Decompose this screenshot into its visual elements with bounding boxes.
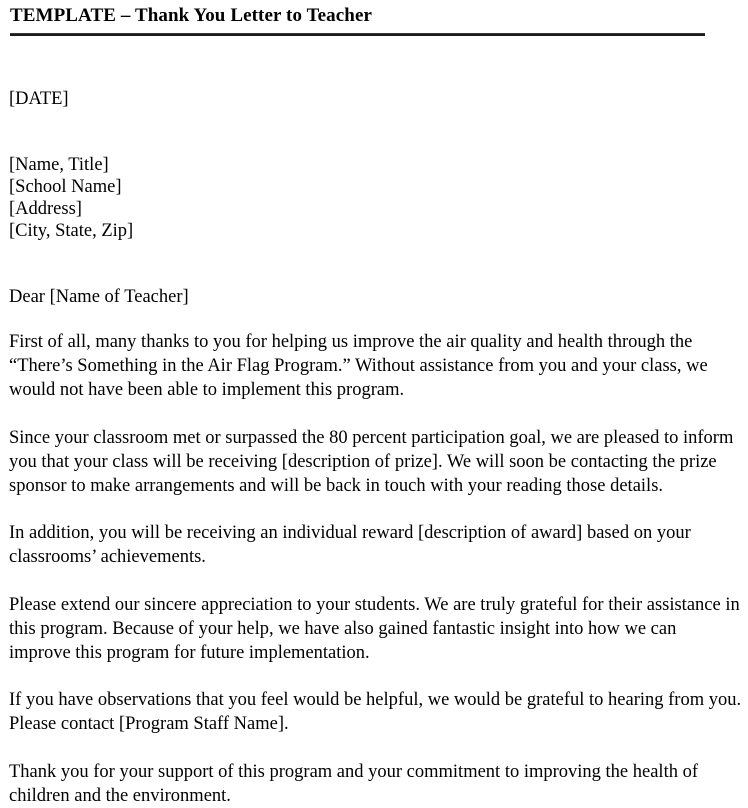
salutation-line: Dear [Name of Teacher] (9, 287, 189, 307)
spacer-after-address (9, 242, 743, 286)
letter-paragraph: Thank you for your support of this program and your commitment to improving the health of children and the environment. (9, 761, 698, 806)
recipient-city-state-zip: [City, State, Zip] (9, 221, 134, 241)
recipient-name-title: [Name, Title] (9, 155, 109, 175)
page-title: TEMPLATE – Thank You Letter to Teacher (10, 5, 373, 26)
letter-paragraph: First of all, many thanks to you for helping us improve the air quality and health through the “There’s Something in the Air Flag Program.” Without assistance from you and your class, we would not have been able to implement this program. (9, 332, 708, 401)
recipient-school-name: [School Name] (9, 177, 122, 197)
date-block (9, 88, 743, 110)
title-horizontal-rule (10, 33, 705, 36)
recipient-address: [Address] (9, 199, 82, 219)
letter-body (9, 88, 743, 808)
date-placeholder: [DATE] (9, 89, 69, 109)
letter-paragraph: Please extend our sincere appreciation to your students. We are truly grateful for their assistance in this program. Because of your help, we have also gained fantastic insight into how we can improve this program for future implementation. (9, 594, 740, 664)
spacer-after-salutation (9, 308, 743, 330)
letter-paragraph: Since your classroom met or surpassed the 80 percent participation goal, we are pleased to inform you that your class will be receiving [description of prize]. We will soon be contacting the prize sponsor to make arrangements and will be back in touch with your reading those details. (9, 427, 734, 497)
spacer-after-date (9, 110, 743, 154)
letter-paragraph: If you have observations that you feel would be helpful, we would be grateful to hearing from you. Please contact [Program Staff Name]. (9, 690, 742, 735)
letter-paragraph: In addition, you will be receiving an individual reward [description of award] based on your classrooms’ achievements. (9, 523, 691, 568)
recipient-address-block (9, 154, 743, 242)
